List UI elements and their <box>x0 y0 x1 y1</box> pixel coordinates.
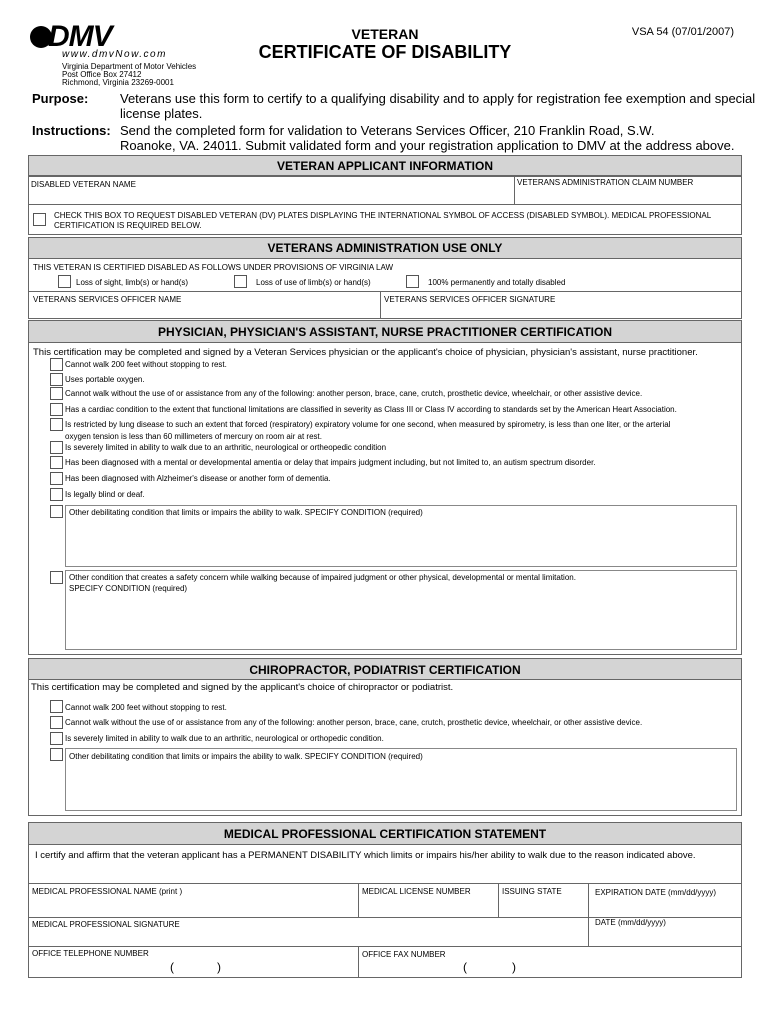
section-header: CHIROPRACTOR, PODIATRIST CERTIFICATION <box>28 658 742 680</box>
item-continuation: oxygen tension is less than 60 millimeters of mercury on room air at rest. <box>65 432 322 441</box>
field-label: SPECIFY CONDITION (required) <box>69 584 188 593</box>
logo-brand: DMV <box>48 20 112 53</box>
agency-name: Virginia Department of Motor Vehicles <box>62 62 197 71</box>
field-label: Other debilitating condition that limits or impairs the ability to walk. SPECIFY CONDITION (required) <box>69 752 423 761</box>
chiro-item-label: Cannot walk 200 feet without stopping to rest. <box>65 703 227 712</box>
field-label: DATE (mm/dd/yyyy) <box>595 918 666 927</box>
dv-plates-label: CHECK THIS BOX TO REQUEST DISABLED VETERAN (DV) PLATES DISPLAYING THE INTERNATIONAL SYMBOL OF ACCESS (DISABLED SYMBOL). MEDICAL PROFESSIONAL CERTIFICATION IS REQUIRED BELOW. <box>54 211 711 230</box>
chiro-item-label: Is severely limited in ability to walk due to an arthritic, neurological or orthopedic condition. <box>65 734 384 743</box>
field-label: OFFICE TELEPHONE NUMBER <box>32 949 149 958</box>
other-condition-checkbox[interactable] <box>50 505 63 518</box>
instructions-label: Instructions: <box>32 123 111 138</box>
safety-concern-field[interactable] <box>65 570 737 650</box>
form-number: VSA 54 (07/01/2007) <box>631 26 734 38</box>
option-label: Loss of sight, limb(s) or hand(s) <box>76 278 189 287</box>
field-label: VETERANS SERVICES OFFICER SIGNATURE <box>384 295 556 304</box>
condition-label: Is restricted by lung disease to such an extent that forced (respiratory) expiratory volume for one second, when measured by spirometry, is less than one liter, or the arterial <box>65 420 671 429</box>
condition-checkbox[interactable] <box>50 418 63 431</box>
chiro-item-checkbox[interactable] <box>50 700 63 713</box>
condition-label: Has been diagnosed with a mental or developmental amentia or delay that impairs judgment including, but not limited to, an autism spectrum disorder. <box>65 458 596 467</box>
condition-label: Is legally blind or deaf. <box>65 490 145 499</box>
area-code-open: ( <box>170 960 174 974</box>
agency-box: Post Office Box 27412 <box>62 70 142 79</box>
va-intro: THIS VETERAN IS CERTIFIED DISABLED AS FOLLOWS UNDER PROVISIONS OF VIRGINIA LAW <box>33 263 394 272</box>
permanent-disabled-checkbox[interactable] <box>406 275 419 288</box>
dv-plates-checkbox[interactable] <box>33 213 46 226</box>
field-label: Other debilitating condition that limits or impairs the ability to walk. SPECIFY CONDITION (required) <box>69 508 423 517</box>
field-label: OFFICE FAX NUMBER <box>362 950 446 959</box>
agency-city: Richmond, Virginia 23269-0001 <box>62 78 174 87</box>
page-title: CERTIFICATE OF DISABILITY <box>258 42 512 62</box>
condition-checkbox[interactable] <box>50 358 63 371</box>
field-label: VETERANS ADMINISTRATION CLAIM NUMBER <box>517 178 694 187</box>
chiro-item-checkbox[interactable] <box>50 716 63 729</box>
condition-label: Cannot walk 200 feet without stopping to rest. <box>65 360 227 369</box>
condition-checkbox[interactable] <box>50 441 63 454</box>
field-label: EXPIRATION DATE (mm/dd/yyyy) <box>595 888 717 897</box>
field-label: Other condition that creates a safety concern while walking because of impaired judgment or other physical, developmental or mental limitation. <box>69 573 576 582</box>
logo-url: www.dmvNow.com <box>62 49 167 60</box>
field-label: MEDICAL PROFESSIONAL SIGNATURE <box>32 920 180 929</box>
condition-checkbox[interactable] <box>50 387 63 400</box>
purpose-label: Purpose: <box>32 91 89 106</box>
area-code-close: ) <box>217 960 221 974</box>
chiro-item-checkbox[interactable] <box>50 732 63 745</box>
condition-checkbox[interactable] <box>50 403 63 416</box>
chiro-intro: This certification may be completed and signed by the applicant's choice of chiropractor or podiatrist. <box>31 682 454 693</box>
loss-use-checkbox[interactable] <box>234 275 247 288</box>
purpose-text: Veterans use this form to certify to a qualifying disability and to apply for registration fee exemption and special license plates. <box>120 91 756 121</box>
option-label: 100% permanently and totally disabled <box>428 278 566 287</box>
chiro-other-checkbox[interactable] <box>50 748 63 761</box>
option-label: Loss of use of limb(s) or hand(s) <box>256 278 371 287</box>
area-code-close: ) <box>512 960 516 974</box>
condition-checkbox[interactable] <box>50 456 63 469</box>
field-label: ISSUING STATE <box>502 887 562 896</box>
condition-label: Has been diagnosed with Alzheimer's disease or another form of dementia. <box>65 474 331 483</box>
chiro-item-label: Cannot walk without the use of or assistance from any of the following: another person, brace, cane, crutch, prosthetic device, wheelchair, or other assistive device. <box>65 718 643 727</box>
field-label: MEDICAL LICENSE NUMBER <box>362 887 471 896</box>
condition-label: Is severely limited in ability to walk due to an arthritic, neurological or ortheopedic condition <box>65 443 387 452</box>
field-label: DISABLED VETERAN NAME <box>31 180 136 189</box>
certification-statement: I certify and affirm that the veteran applicant has a PERMANENT DISABILITY which limits or impairs his/her ability to walk due to the reason indicated above. <box>35 850 696 861</box>
section-header: MEDICAL PROFESSIONAL CERTIFICATION STATEMENT <box>28 822 742 845</box>
condition-checkbox[interactable] <box>50 488 63 501</box>
loss-sight-checkbox[interactable] <box>58 275 71 288</box>
title-top: VETERAN <box>351 26 419 42</box>
condition-label: Has a cardiac condition to the extent that functional limitations are classified in severity as Class III or Class IV according to standards set by the American Heart Association. <box>65 405 677 414</box>
section-header: PHYSICIAN, PHYSICIAN'S ASSISTANT, NURSE PRACTITIONER CERTIFICATION <box>28 320 742 343</box>
safety-concern-checkbox[interactable] <box>50 571 63 584</box>
condition-checkbox[interactable] <box>50 373 63 386</box>
instructions-line2: Roanoke, VA. 24011. Submit validated form and your registration application to DMV at the address above. <box>120 138 735 153</box>
condition-label: Cannot walk without the use of or assistance from any of the following: another person, brace, cane, crutch, prosthetic device, wheelchair, or other assistive device. <box>65 389 643 398</box>
field-label: VETERANS SERVICES OFFICER NAME <box>33 295 182 304</box>
field-label: MEDICAL PROFESSIONAL NAME (print ) <box>32 887 183 896</box>
condition-label: Uses portable oxygen. <box>65 375 145 384</box>
condition-checkbox[interactable] <box>50 472 63 485</box>
area-code-open: ( <box>463 960 467 974</box>
physician-intro: This certification may be completed and signed by a Veteran Services physician or the applicant's choice of physician, physician's assistant, nurse practitioner. <box>33 347 698 358</box>
instructions-line1: Send the completed form for validation to Veterans Services Officer, 210 Franklin Road, S.W. <box>120 123 655 138</box>
section-header: VETERAN APPLICANT INFORMATION <box>28 155 742 177</box>
section-header: VETERANS ADMINISTRATION USE ONLY <box>28 237 742 259</box>
